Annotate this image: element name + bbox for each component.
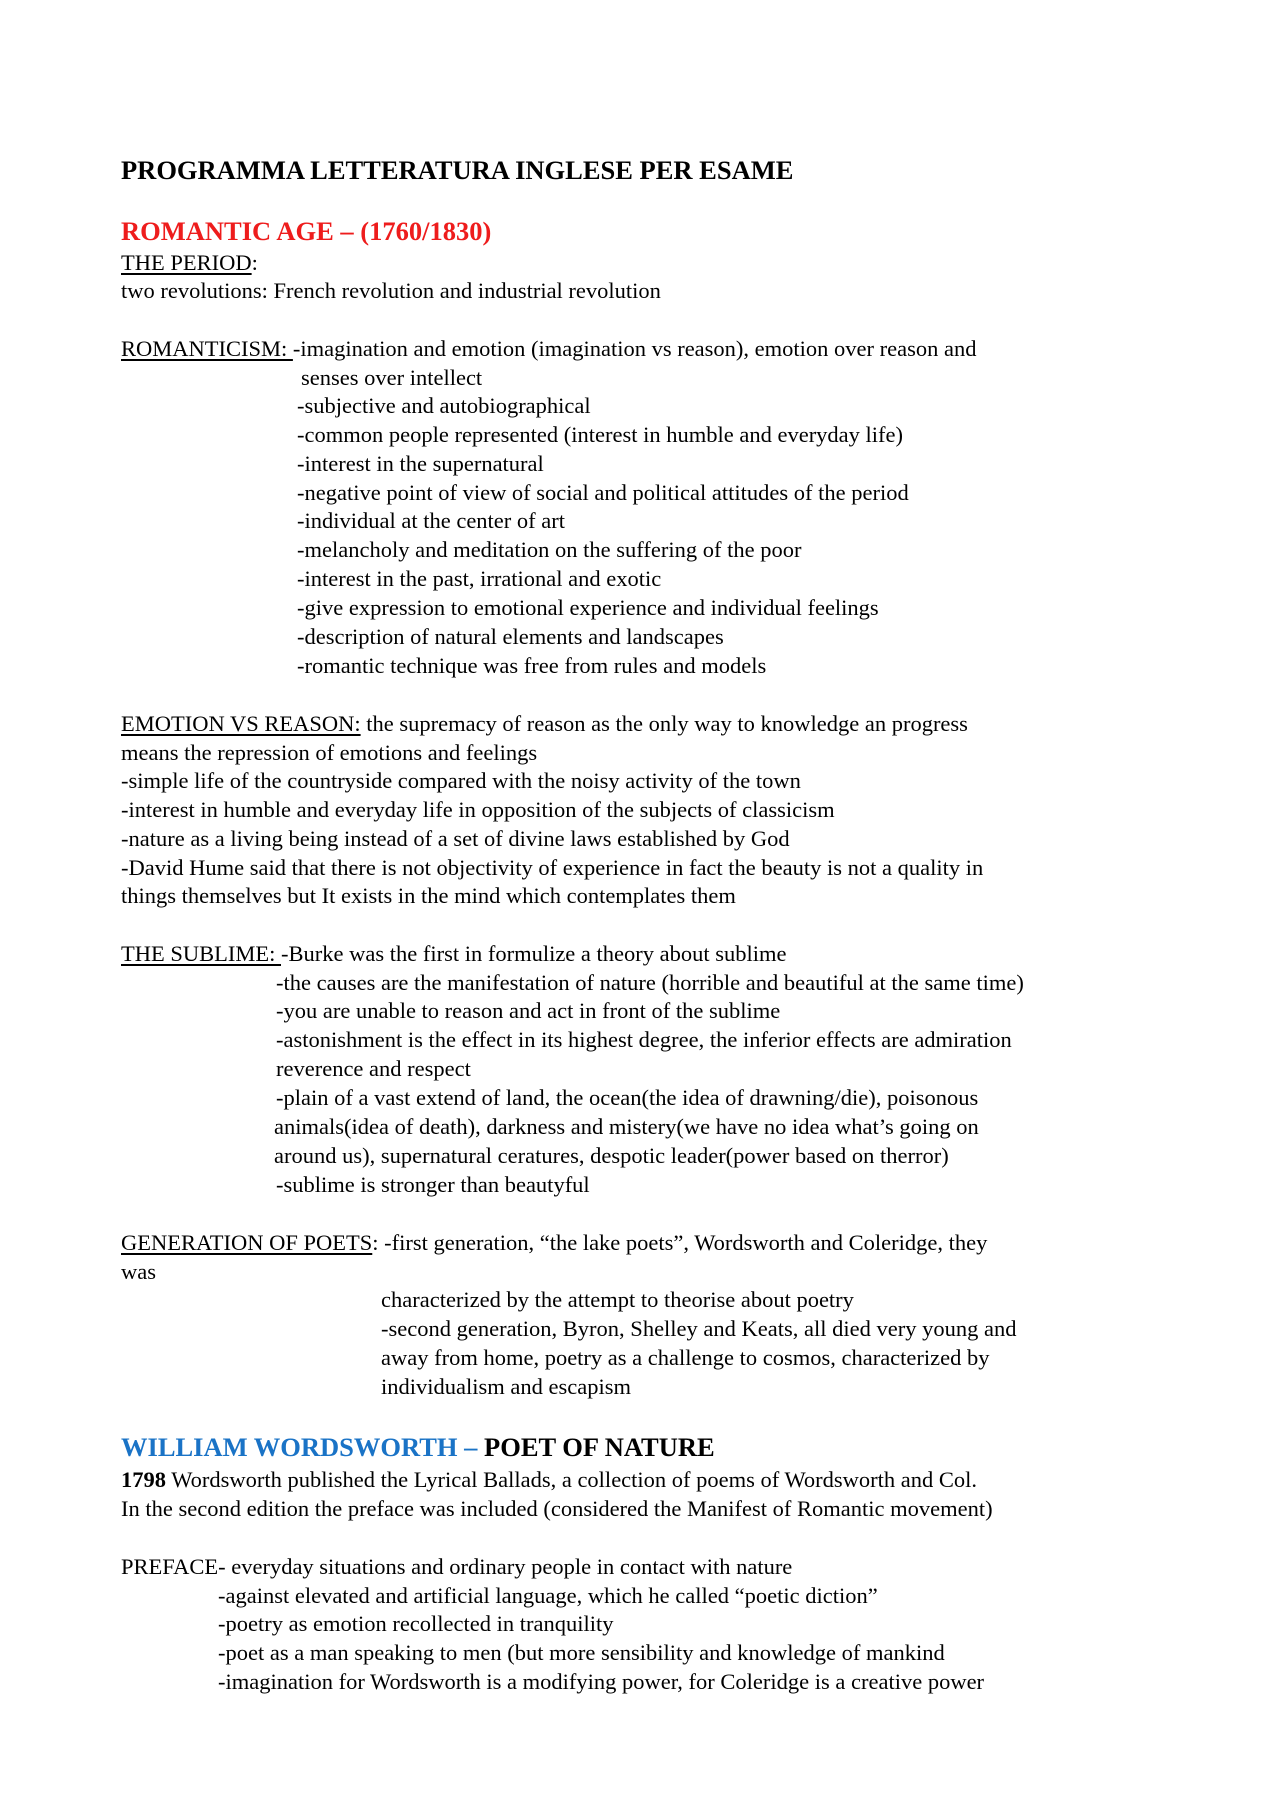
list-item: -poet as a man speaking to men (but more sensibility and knowledge of mankind	[218, 1640, 945, 1665]
sublime-first-line	[121, 940, 787, 968]
emotion-first-text: the supremacy of reason as the only way to knowledge an progress	[360, 711, 968, 736]
list-item: -against elevated and artificial language, which he called “poetic diction”	[218, 1583, 878, 1608]
generation-was: was	[121, 1259, 156, 1284]
romanticism-continuation: senses over intellect	[301, 365, 483, 390]
document-title: PROGRAMMA LETTERATURA INGLESE PER ESAME	[121, 155, 794, 185]
section-heading-romantic-age: ROMANTIC AGE – (1760/1830)	[121, 216, 492, 246]
text-line: -nature as a living being instead of a set of divine laws established by God	[121, 826, 790, 851]
list-item: -interest in the past, irrational and exotic	[297, 566, 662, 591]
text-line: individualism and escapism	[381, 1374, 631, 1399]
text-line: -the causes are the manifestation of nature (horrible and beautiful at the same time)	[276, 970, 1024, 995]
wordsworth-line-1-text: Wordsworth published the Lyrical Ballads, a collection of poems of Wordsworth and Col.	[166, 1467, 978, 1492]
sublime-label: THE SUBLIME:	[121, 941, 281, 966]
text-line: -sublime is stronger than beautyful	[276, 1172, 590, 1197]
romanticism-first-text: -imagination and emotion (imagination vs reason), emotion over reason and	[292, 336, 977, 361]
list-item: -subjective and autobiographical	[297, 393, 591, 418]
text-line: reverence and respect	[276, 1056, 471, 1081]
text-line: -plain of a vast extend of land, the ocean(the idea of drawning/die), poisonous	[276, 1085, 979, 1110]
wordsworth-year: 1798	[121, 1467, 166, 1492]
emotion-label: EMOTION VS REASON:	[121, 711, 361, 736]
romanticism-label: ROMANTICISM:	[121, 336, 293, 361]
text-line: -David Hume said that there is not objectivity of experience in fact the beauty is not a quality in	[121, 855, 984, 880]
text-line: -interest in humble and everyday life in opposition of the subjects of classicism	[121, 797, 835, 822]
list-item: -romantic technique was free from rules and models	[297, 653, 767, 678]
section-heading-wordsworth	[121, 1431, 715, 1463]
generation-label: GENERATION OF POETS	[121, 1230, 373, 1255]
list-item: -description of natural elements and landscapes	[297, 624, 724, 649]
generation-first-text: -first generation, “the lake poets”, Wordsworth and Coleridge, they	[384, 1230, 988, 1255]
text-line: -astonishment is the effect in its highest degree, the inferior effects are admiration	[276, 1027, 1012, 1052]
generation-first-line	[121, 1229, 987, 1257]
list-item: -melancholy and meditation on the suffering of the poor	[297, 537, 802, 562]
period-colon: :	[251, 250, 258, 275]
list-item: -negative point of view of social and political attitudes of the period	[297, 480, 909, 505]
text-line: -simple life of the countryside compared with the noisy activity of the town	[121, 768, 801, 793]
sublime-first-text: -Burke was the first in formulize a theory about sublime	[281, 941, 787, 966]
text-line: characterized by the attempt to theorise about poetry	[381, 1287, 854, 1312]
list-item: -imagination for Wordsworth is a modifying power, for Coleridge is a creative power	[218, 1669, 985, 1694]
text-line: means the repression of emotions and feelings	[121, 740, 538, 765]
list-item: -give expression to emotional experience and individual feelings	[297, 595, 879, 620]
text-line: -second generation, Byron, Shelley and Keats, all died very young and	[381, 1316, 1017, 1341]
text-line: animals(idea of death), darkness and mistery(we have no idea what’s going on	[274, 1114, 979, 1139]
text-line: things themselves but It exists in the mind which contemplates them	[121, 883, 736, 908]
emotion-first-line	[121, 710, 968, 738]
period-text: two revolutions: French revolution and industrial revolution	[121, 278, 661, 303]
period-label: THE PERIOD	[121, 250, 252, 275]
wordsworth-heading-name: WILLIAM WORDSWORTH –	[121, 1432, 485, 1462]
text-line: -you are unable to reason and act in front of the sublime	[276, 998, 781, 1023]
romanticism-first-line	[121, 335, 976, 363]
period-heading	[121, 249, 258, 277]
text-line: around us), supernatural ceratures, despotic leader(power based on therror)	[274, 1143, 949, 1168]
text-line: away from home, poetry as a challenge to cosmos, characterized by	[381, 1345, 990, 1370]
list-item: -common people represented (interest in humble and everyday life)	[297, 422, 904, 447]
wordsworth-line-2: In the second edition the preface was included (considered the Manifest of Romantic movement)	[121, 1496, 993, 1521]
list-item: -individual at the center of art	[297, 508, 566, 533]
wordsworth-heading-subtitle: POET OF NATURE	[484, 1432, 715, 1462]
list-item: -poetry as emotion recollected in tranquility	[218, 1611, 614, 1636]
wordsworth-line-1	[121, 1466, 977, 1494]
list-item: -interest in the supernatural	[297, 451, 544, 476]
generation-colon: :	[372, 1230, 385, 1255]
preface-first-line: PREFACE- everyday situations and ordinary people in contact with nature	[121, 1554, 793, 1579]
